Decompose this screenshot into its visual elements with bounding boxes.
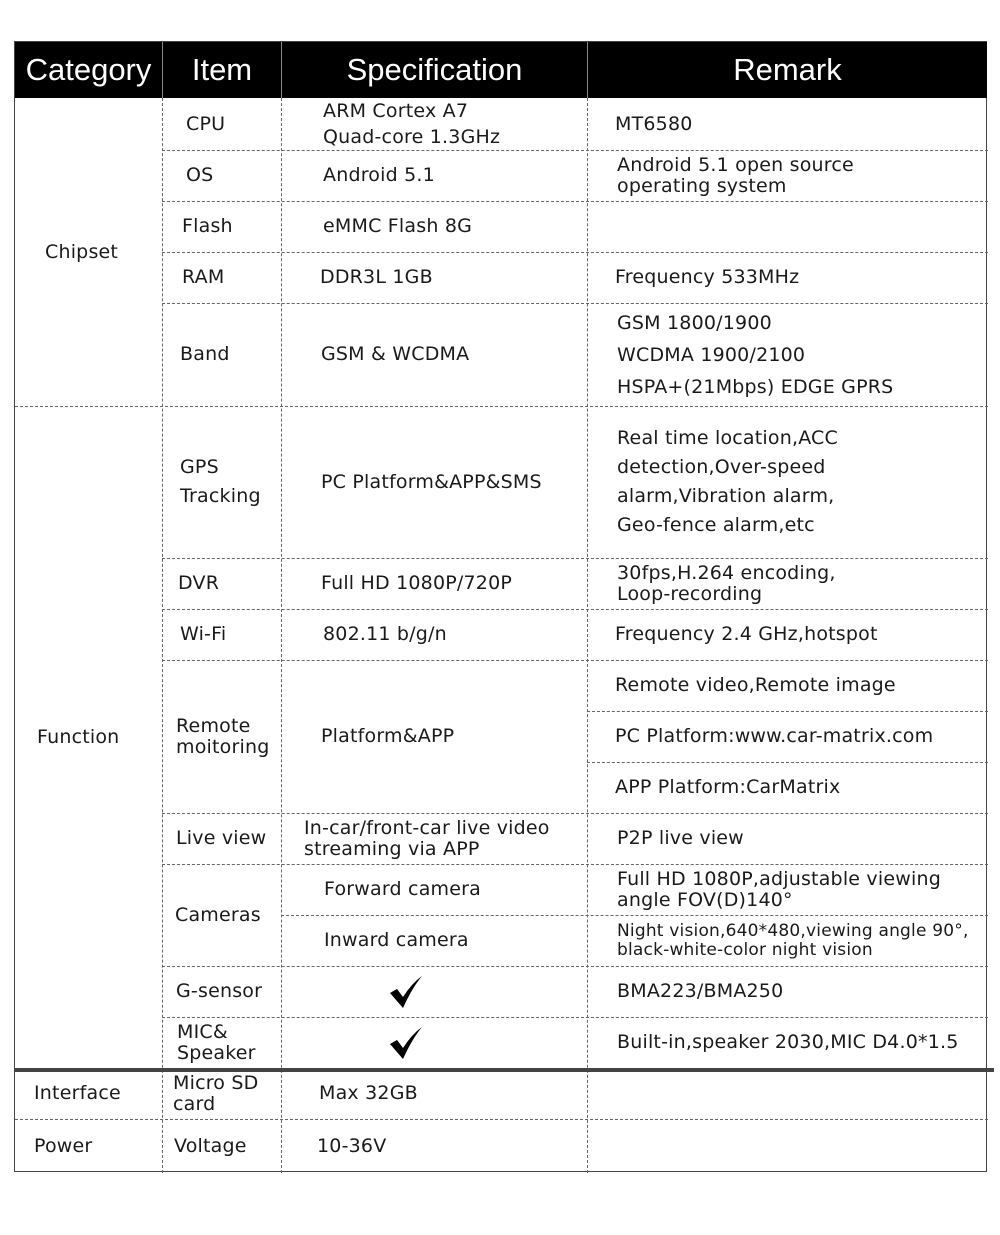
spec-ram: DDR3L 1GB <box>320 266 433 288</box>
remark-voltage <box>615 1119 987 1173</box>
remark-g-sensor: BMA223/BMA250 <box>617 980 784 1002</box>
item-os: OS <box>186 164 214 186</box>
remark-flash <box>615 201 987 252</box>
remark-app-platform: APP Platform:CarMatrix <box>615 776 841 798</box>
spec-os: Android 5.1 <box>323 164 435 186</box>
remark-mic-speaker: Built-in,speaker 2030,MIC D4.0*1.5 <box>617 1031 959 1053</box>
spec-micro-sd: Max 32GB <box>319 1082 418 1104</box>
divider-category <box>162 98 163 1173</box>
item-g-sensor: G-sensor <box>176 980 263 1002</box>
item-ram: RAM <box>182 266 225 288</box>
item-gps: GPS Tracking <box>180 456 261 507</box>
spec-mic-speaker <box>281 1017 531 1068</box>
remark-gps: Real time location,ACC detection,Over-speed alarm,Vibration alarm, Geo-fence alarm,etc <box>617 427 838 536</box>
spec-band: GSM & WCDMA <box>321 343 470 365</box>
header-item: Item <box>162 42 281 98</box>
remark-pc-platform: PC Platform:www.car-matrix.com <box>615 725 934 747</box>
remark-live-view: P2P live view <box>617 827 744 849</box>
remark-wifi: Frequency 2.4 GHz,hotspot <box>615 623 878 645</box>
item-remote-monitoring: Remote moitoring <box>176 714 270 758</box>
remark-inward-camera: Night vision,640*480,viewing angle 90°, black-white-color night vision <box>617 920 969 960</box>
remark-cpu: MT6580 <box>615 112 693 135</box>
category-function: Function <box>37 725 120 748</box>
item-cameras: Cameras <box>175 903 261 926</box>
item-dvr: DVR <box>178 572 220 594</box>
remark-ram: Frequency 533MHz <box>615 266 800 288</box>
divider-spec <box>587 98 588 1173</box>
remark-micro-sd <box>615 1068 987 1119</box>
header-specification: Specification <box>281 42 587 98</box>
category-power: Power <box>34 1134 93 1157</box>
item-live-view: Live view <box>176 827 267 849</box>
spec-flash: eMMC Flash 8G <box>323 215 473 237</box>
spec-cpu: ARM Cortex A7 Quad-core 1.3GHz <box>323 100 501 148</box>
spec-forward-camera: Forward camera <box>324 878 481 900</box>
spec-table <box>14 41 987 1172</box>
item-cpu: CPU <box>186 112 226 135</box>
spec-gps: PC Platform&APP&SMS <box>321 470 542 493</box>
spec-wifi: 802.11 b/g/n <box>323 623 447 645</box>
spec-remote-monitoring: Platform&APP <box>321 725 455 747</box>
item-wifi: Wi-Fi <box>180 623 227 645</box>
spec-inward-camera: Inward camera <box>324 929 469 951</box>
spec-live-view: In-car/front-car live video streaming via APP <box>304 816 550 860</box>
remark-forward-camera: Full HD 1080P,adjustable viewing angle FOV(D)140° <box>617 867 941 911</box>
category-chipset: Chipset <box>45 240 119 263</box>
spec-voltage: 10-36V <box>317 1134 387 1157</box>
item-micro-sd: Micro SD card <box>173 1071 259 1115</box>
remark-remote-video: Remote video,Remote image <box>615 674 896 696</box>
item-flash: Flash <box>182 215 233 237</box>
spec-dvr: Full HD 1080P/720P <box>321 572 513 594</box>
item-band: Band <box>180 343 230 365</box>
item-mic-speaker: MIC& Speaker <box>177 1020 256 1064</box>
checkmark-icon <box>388 975 424 1009</box>
header-remark: Remark <box>587 42 987 98</box>
spec-g-sensor <box>281 966 531 1017</box>
remark-band: GSM 1800/1900 WCDMA 1900/2100 HSPA+(21Mbps) EDGE GPRS <box>617 311 894 398</box>
header-category: Category <box>15 42 162 98</box>
checkmark-icon <box>388 1026 424 1060</box>
remark-os: Android 5.1 open source operating system <box>617 153 854 197</box>
remark-dvr: 30fps,H.264 encoding, Loop-recording <box>617 561 836 605</box>
item-voltage: Voltage <box>174 1134 247 1157</box>
category-interface: Interface <box>34 1082 121 1104</box>
